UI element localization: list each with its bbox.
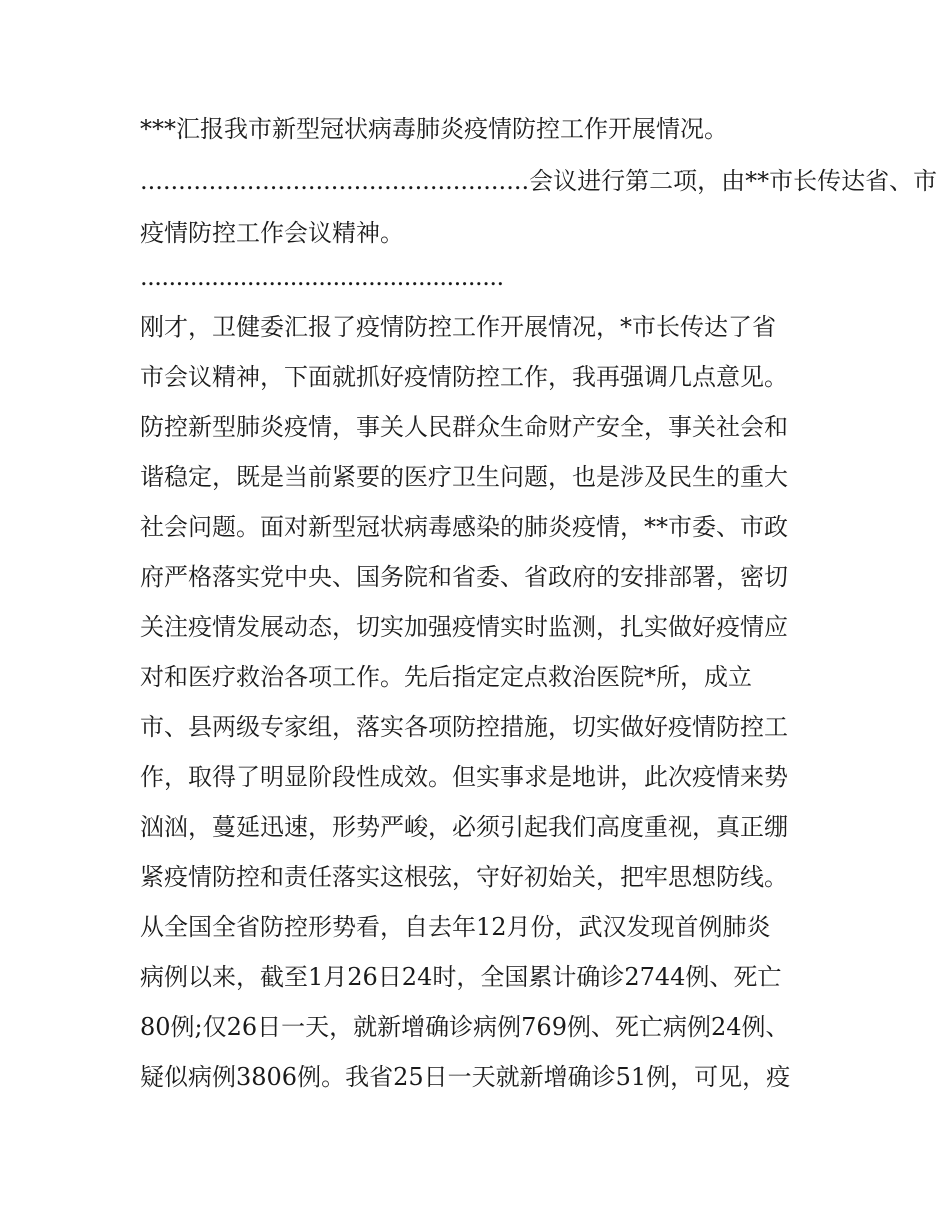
text-line-20: 疑似病例3806例。我省25日一天就新增确诊51例，可见，疫 — [140, 1063, 791, 1091]
text-line-18: 病例以来，截至1月26日24时，全国累计确诊2744例、死亡 — [140, 963, 782, 991]
text-line-19: 80例;仅26日一天，就新增确诊病例769例、死亡病例24例、 — [140, 1013, 790, 1041]
text-line-12: 对和医疗救治各项工作。先后指定定点救治医院*所，成立 — [140, 663, 752, 691]
text-line-11: 关注疫情发展动态，切实加强疫情实时监测，扎实做好疫情应 — [140, 613, 788, 641]
text-line-8: 谐稳定，既是当前紧要的医疗卫生问题，也是涉及民生的重大 — [140, 463, 788, 491]
dotted-leader-line: ................................................... — [140, 263, 504, 291]
text-line-3: 疫情防控工作会议精神。 — [140, 219, 404, 247]
text-line-9: 社会问题。面对新型冠状病毒感染的肺炎疫情，**市委、市政 — [140, 513, 788, 541]
text-line-6: 市会议精神，下面就抓好疫情防控工作，我再强调几点意见。 — [140, 363, 788, 391]
text-line-13: 市、县两级专家组，落实各项防控措施，切实做好疫情防控工 — [140, 713, 788, 741]
text-line-2: ...................................................会议进行第二项，由**市长传达省、市 — [140, 167, 938, 195]
text-line-5: 刚才，卫健委汇报了疫情防控工作开展情况，*市长传达了省 — [140, 313, 776, 341]
text-line-17: 从全国全省防控形势看，自去年12月份，武汉发现首例肺炎 — [140, 913, 771, 941]
text-line-7: 防控新型肺炎疫情，事关人民群众生命财产安全，事关社会和 — [140, 413, 788, 441]
text-line-1: ***汇报我市新型冠状病毒肺炎疫情防控工作开展情况。 — [140, 115, 728, 143]
text-line-10: 府严格落实党中央、国务院和省委、省政府的安排部署，密切 — [140, 563, 788, 591]
text-line-16: 紧疫情防控和责任落实这根弦，守好初始关，把牢思想防线。 — [140, 863, 788, 891]
text-line-14: 作，取得了明显阶段性成效。但实事求是地讲，此次疫情来势 — [140, 763, 788, 791]
text-line-15: 汹汹，蔓延迅速，形势严峻，必须引起我们高度重视，真正绷 — [140, 813, 788, 841]
